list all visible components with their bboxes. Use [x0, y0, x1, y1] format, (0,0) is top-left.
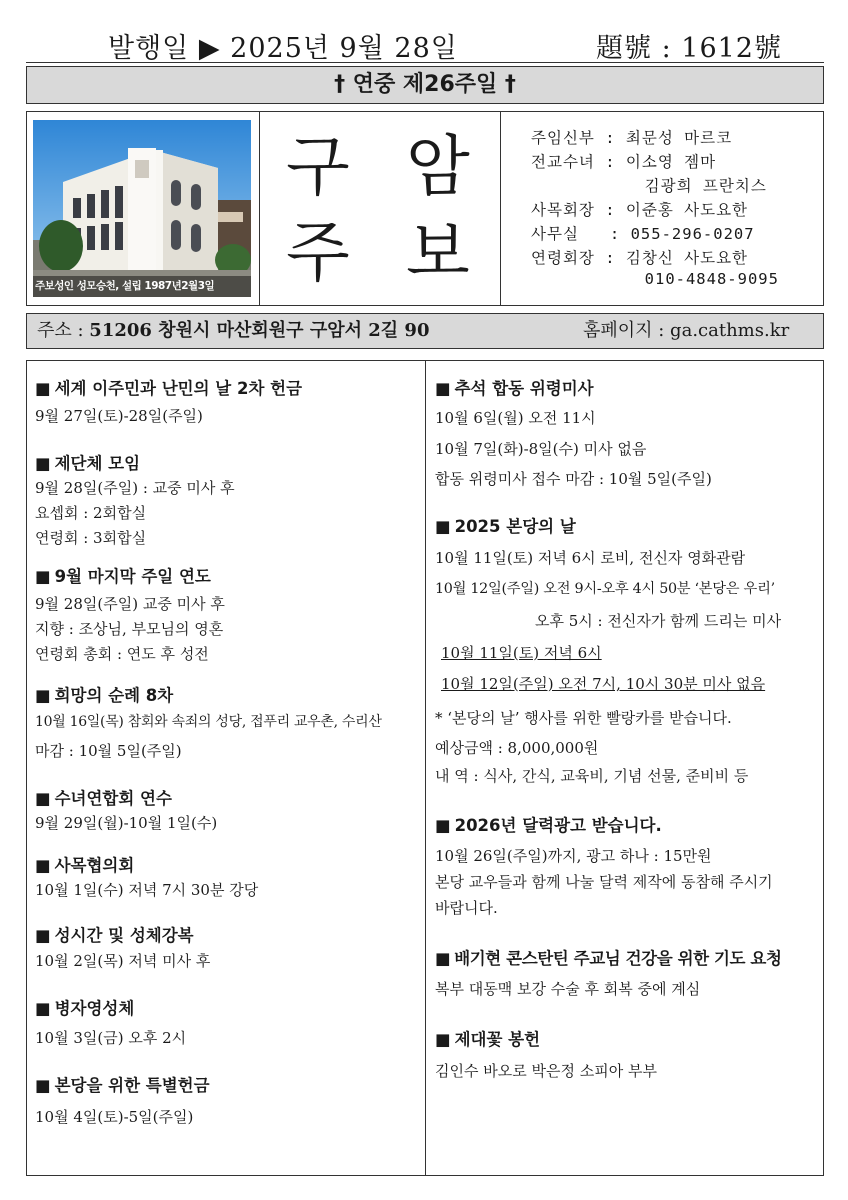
staff-line: 사무실 : 055-296-0207	[531, 225, 755, 243]
notice-line: 10월 6일(월) 오전 11시	[435, 409, 596, 427]
title-char-3: 주	[286, 214, 350, 291]
bullet-icon: ■	[35, 856, 51, 875]
address	[37, 314, 429, 348]
bullet-icon: ■	[435, 816, 451, 835]
homepage: 홈페이지 : ga.cathms.kr	[583, 320, 790, 341]
notice-line: 10월 3일(금) 오후 2시	[35, 1029, 187, 1047]
notice-line: * ‘본당의 날’ 행사를 위한 빨랑카를 받습니다.	[435, 709, 732, 727]
staff-line: 010-4848-9095	[531, 270, 779, 288]
notices-box	[26, 360, 824, 1176]
masthead-line	[0, 22, 848, 62]
notice-line: 10월 11일(토) 저녁 6시 로비, 전신자 영화관람	[435, 549, 746, 567]
notice-line: 바랍니다.	[435, 899, 498, 917]
notice-line: 9월 27일(토)-28일(주일)	[35, 407, 203, 425]
bullet-icon: ■	[35, 686, 51, 705]
photo-cell	[27, 112, 260, 305]
bullet-icon: ■	[35, 926, 51, 945]
notice-line: 내 역 : 식사, 간식, 교육비, 기념 선물, 준비비 등	[435, 767, 749, 785]
notice-line: 10월 2일(목) 저녁 미사 후	[35, 952, 211, 970]
publication-date: 발행일 ▶ 2025년 9월 28일	[108, 33, 458, 64]
notice-title: ■ 2026년 달력광고 받습니다.	[435, 816, 662, 835]
notice-title: ■ 9월 마지막 주일 연도	[35, 567, 211, 586]
bullet-icon: ■	[35, 379, 51, 398]
notice-line: 10월 4일(토)-5일(주일)	[35, 1108, 194, 1126]
notice-line: 9월 29일(월)-10월 1일(수)	[35, 814, 218, 832]
staff-line: 주임신부 : 최문성 마르코	[531, 129, 733, 147]
issue-number: 題號 : 1612號	[596, 33, 782, 64]
notice-title: ■ 세계 이주민과 난민의 날 2차 헌금	[35, 379, 303, 398]
title-char-4: 보	[406, 214, 470, 291]
bullet-icon: ■	[435, 949, 451, 968]
notice-line: 김인수 바오로 박은정 소피아 부부	[435, 1062, 657, 1080]
title-char-2: 암	[406, 128, 470, 205]
notice-title: ■ 병자영성체	[35, 999, 135, 1018]
notice-line: 연령회 총회 : 연도 후 성전	[35, 645, 209, 663]
column-divider	[425, 361, 426, 1175]
notice-title: ■ 희망의 순례 8차	[35, 686, 174, 705]
liturgical-sunday: † 연중 제26주일 †	[26, 66, 824, 104]
notice-title: ■ 성시간 및 성체강복	[35, 926, 194, 945]
bullet-icon: ■	[35, 1076, 51, 1095]
address-value: 51206 창원시 마산회원구 구암서 2길 90	[89, 320, 430, 341]
notice-line: 마감 : 10월 5일(주일)	[35, 742, 182, 760]
notice-line: 지향 : 조상님, 부모님의 영혼	[35, 620, 224, 638]
address-label: 주소 :	[37, 320, 90, 341]
bullet-icon: ■	[35, 999, 51, 1018]
title-char-1: 구	[286, 128, 350, 205]
bullet-icon: ■	[35, 789, 51, 808]
address-bar	[26, 313, 824, 349]
notice-line: 10월 12일(주일) 오전 7시, 10시 30분 미사 없음	[441, 675, 766, 693]
bullet-icon: ■	[435, 1030, 451, 1049]
notice-title: ■ 사목협의회	[35, 856, 135, 875]
church-photo	[33, 120, 251, 297]
bullet-icon: ■	[435, 379, 451, 398]
notice-line: 연령회 : 3회합실	[35, 529, 147, 547]
notice-title: ■ 수녀연합회 연수	[35, 789, 172, 808]
notice-title: ■ 본당을 위한 특별헌금	[35, 1076, 210, 1095]
notice-line: 9월 28일(주일) : 교중 미사 후	[35, 479, 235, 497]
notice-line: 10월 7일(화)-8일(수) 미사 없음	[435, 440, 647, 458]
notice-title: ■ 제대꽃 봉헌	[435, 1030, 541, 1049]
bullet-icon: ■	[35, 454, 51, 473]
notice-title: ■ 배기현 콘스탄틴 주교님 건강을 위한 기도 요청	[435, 949, 782, 968]
notice-line: 10월 12일(주일) 오전 9시-오후 4시 50분 ‘본당은 우리’	[435, 581, 775, 597]
notice-line: 오후 5시 : 전신자가 함께 드리는 미사	[535, 612, 782, 630]
header-box	[26, 111, 824, 306]
top-rule	[26, 62, 824, 63]
staff-line: 연령회장 : 김창신 사도요한	[531, 249, 749, 267]
notice-title: ■ 추석 합동 위령미사	[435, 379, 594, 398]
staff-line: 사목회장 : 이준홍 사도요한	[531, 201, 749, 219]
notice-line: 10월 11일(토) 저녁 6시	[441, 644, 602, 662]
notice-line: 예상금액 : 8,000,000원	[435, 739, 599, 757]
notice-title: ■ 2025 본당의 날	[435, 517, 576, 536]
notice-line: 요셉회 : 2회합실	[35, 504, 147, 522]
staff-line: 김광희 프란치스	[531, 177, 767, 195]
notice-line: 10월 16일(목) 참회와 속죄의 성당, 접푸리 교우촌, 수리산	[35, 714, 382, 730]
notice-title: ■ 제단체 모임	[35, 454, 141, 473]
staff-list	[501, 112, 823, 305]
notice-line: 합동 위령미사 접수 마감 : 10월 5일(주일)	[435, 470, 712, 488]
staff-line: 전교수녀 : 이소영 젬마	[531, 153, 717, 171]
notice-line: 10월 26일(주일)까지, 광고 하나 : 15만원	[435, 847, 712, 865]
notice-line: 본당 교우들과 함께 나눌 달력 제작에 동참해 주시기	[435, 873, 773, 891]
notice-line: 9월 28일(주일) 교중 미사 후	[35, 595, 225, 613]
bullet-icon: ■	[435, 517, 451, 536]
bullet-icon: ■	[35, 567, 51, 586]
notice-line: 10월 1일(수) 저녁 7시 30분 강당	[35, 881, 259, 899]
photo-caption: 주보성인 성모승천, 설립 1987년2월3일	[35, 280, 215, 292]
bulletin-title	[260, 112, 501, 305]
notice-line: 복부 대동맥 보강 수술 후 회복 중에 계심	[435, 980, 701, 998]
